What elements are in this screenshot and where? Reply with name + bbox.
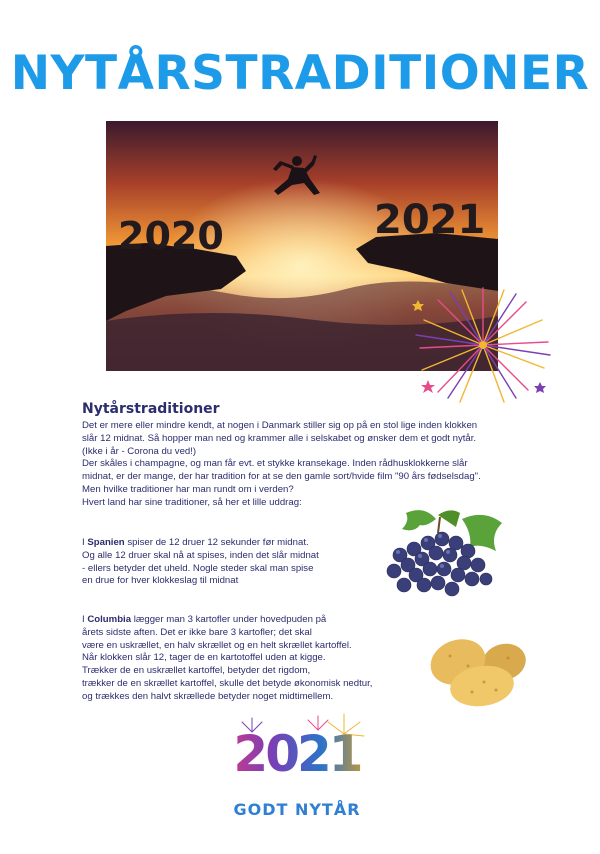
page-title: NYTÅRSTRADITIONER <box>10 46 590 101</box>
article-intro <box>82 401 522 510</box>
logo-subtitle: GODT NYTÅR <box>233 800 361 819</box>
colombia-line: Trækker de en uskrællet kartoffel, betyder det rigdom, <box>82 665 311 677</box>
article-line: Hvert land har sine traditioner, så her et lille uddrag: <box>82 496 302 508</box>
colombia-line: og trækkes den halvt skrællede betyder noget midtimellem. <box>82 690 334 702</box>
article-line: (Ikke i år - Corona du ved!) <box>82 445 197 457</box>
spain-line: - ellers betyder det uheld. Nogle steder skal man spise <box>82 562 314 574</box>
article-line: Men hvilke traditioner har man rundt om i verden? <box>82 483 294 495</box>
spain-prefix: I <box>82 537 88 548</box>
spain-country: Spanien <box>87 537 125 548</box>
spain-section <box>82 537 382 588</box>
colombia-line: årets sidste aften. Det er ikke bare 3 kartofler; det skal <box>82 626 312 638</box>
colombia-line: Når klokken slår 12, tager de en kartotoffel uden at kigge. <box>82 652 326 664</box>
spain-line: Og alle 12 druer skal nå at spises, inden det slår midnat <box>82 549 319 561</box>
spain-line: en drue for hver klokkeslag til midnat <box>82 575 239 587</box>
spain-first-line <box>82 537 382 550</box>
year-2020-label: 2020 <box>118 214 224 258</box>
article-line: Det er mere eller mindre kendt, at nogen i Danmark stiller sig op på en stol lige inden klokken <box>82 420 478 431</box>
fireworks-icon <box>408 280 558 410</box>
year-2021-label: 2021 <box>374 197 486 243</box>
colombia-first-line <box>82 614 412 627</box>
article-line: slår 12 midnat. Så hopper man ned og krammer alle i selskabet og ønsker dem et godt nytår. <box>82 432 477 444</box>
spain-first-rest: spiser de 12 druer 12 sekunder før midnat. <box>124 537 309 548</box>
article-heading: Nytårstraditioner <box>82 401 220 417</box>
colombia-line: være en uskrællet, en halv skrællet og en helt skrællet kartoffel. <box>82 639 352 651</box>
article-line: Der skåles i champagne, og man får evt. et stykke kransekage. Inden rådhusklokkerne slår <box>82 458 468 470</box>
colombia-country: Columbia <box>87 614 132 625</box>
logo-year: 2021 <box>222 718 372 790</box>
colombia-first-rest: lægger man 3 kartofler under hovedpuden på <box>131 614 327 625</box>
colombia-prefix: I <box>82 614 88 625</box>
colombia-section <box>82 614 412 704</box>
grapes-icon <box>380 505 510 605</box>
article-line: midnat, er der mange, der har tradition for at se den gamle sort/hvide film "90 års fødselsdag". <box>82 471 481 483</box>
godt-nytaar-logo <box>222 712 372 832</box>
colombia-line: trækker de en skrællet kartoffel, skulle det betyde økonomisk nedtur, <box>82 677 373 689</box>
potatoes-icon <box>424 632 530 712</box>
